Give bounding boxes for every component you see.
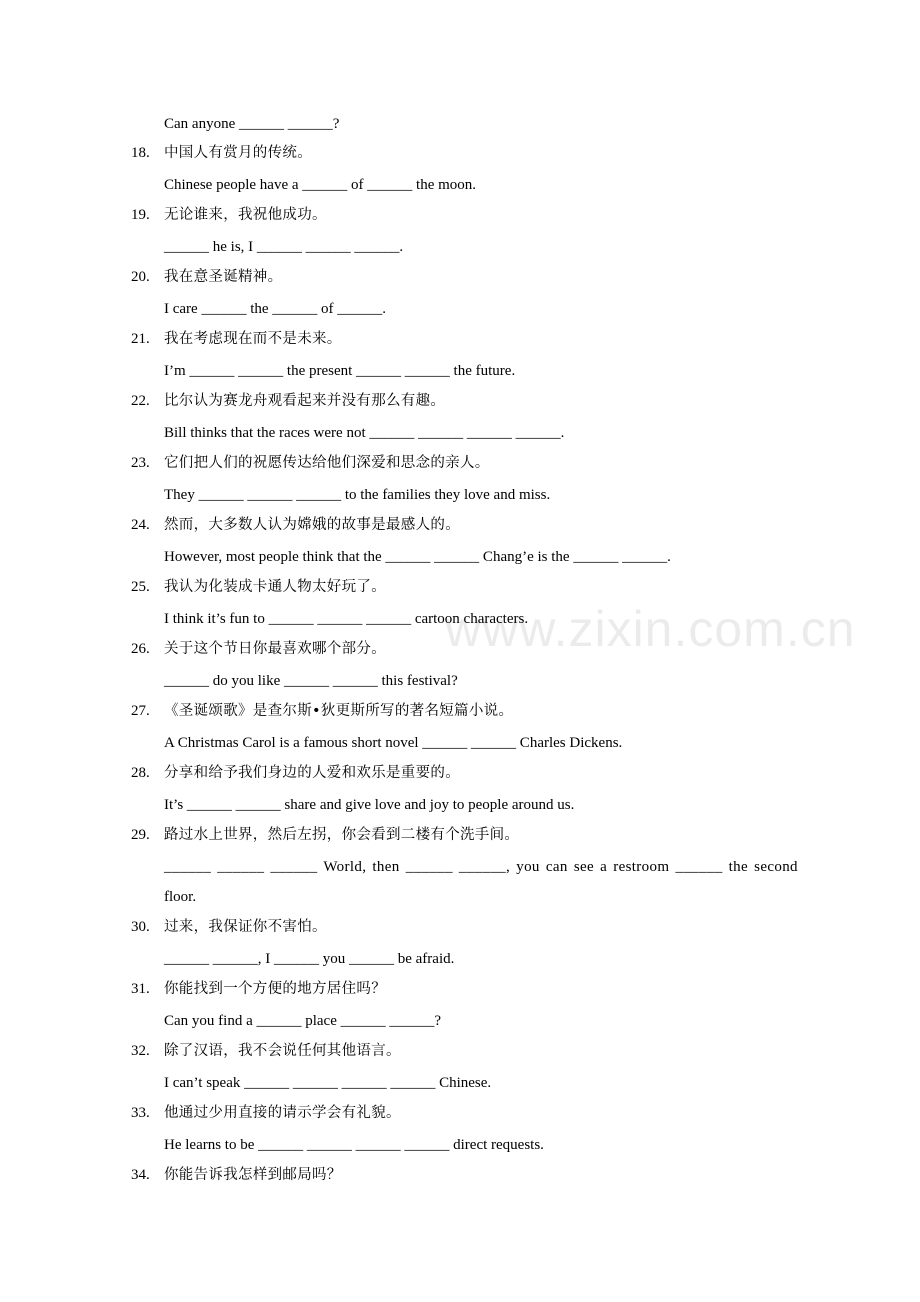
chinese-sentence: 我在意圣诞精神。 (164, 269, 283, 285)
english-answer-line: A Christmas Carol is a famous short novel ______ ______ Charles Dickens. (164, 735, 623, 751)
answer-text: ______ ______ ______ World, then ______ ______, you can see a restroom ______ the second (164, 859, 798, 875)
chinese-sentence: 关于这个节日你最喜欢哪个部分。 (164, 641, 386, 657)
english-answer-line: I can’t speak ______ ______ ______ ______ Chinese. (164, 1075, 492, 1091)
chinese-sentence: 它们把人们的祝愿传达给他们深爱和思念的亲人。 (164, 455, 490, 471)
english-answer-line: However, most people think that the ______ ______ Chang’e is the ______ ______. (164, 549, 671, 565)
chinese-sentence: 你能找到一个方便的地方居住吗？ (164, 981, 386, 997)
chinese-sentence: 分享和给予我们身边的人爱和欢乐是重要的。 (164, 765, 460, 781)
item-number: 25. (131, 579, 150, 595)
item-number: 24. (131, 517, 150, 533)
chinese-sentence: 中国人有赏月的传统。 (164, 145, 312, 161)
item-number: 19. (131, 207, 150, 223)
chinese-sentence: 过来，我保证你不害怕。 (164, 919, 327, 935)
chinese-sentence: 《圣诞颂歌》是查尔斯•狄更斯所写的著名短篇小说。 (164, 703, 514, 719)
item-number: 21. (131, 331, 150, 347)
item-number: 18. (131, 145, 150, 161)
item-number: 33. (131, 1105, 150, 1121)
chinese-sentence: 你能告诉我怎样到邮局吗？ (164, 1167, 342, 1183)
english-answer-line: ______ he is, I ______ ______ ______. (164, 239, 404, 255)
english-answer-line: It’s ______ ______ share and give love and joy to people around us. (164, 797, 575, 813)
lead-answer-line: Can anyone ______ ______? (164, 116, 340, 132)
chinese-sentence: 然而，大多数人认为嫦娥的故事是最感人的。 (164, 517, 460, 533)
item-number: 23. (131, 455, 150, 471)
chinese-sentence: 他通过少用直接的请示学会有礼貌。 (164, 1105, 401, 1121)
item-number: 28. (131, 765, 150, 781)
chinese-sentence: 无论谁来，我祝他成功。 (164, 207, 327, 223)
english-answer-line: Can you find a ______ place ______ ______? (164, 1013, 442, 1029)
item-number: 32. (131, 1043, 150, 1059)
english-answer-line: Chinese people have a ______ of ______ the moon. (164, 177, 477, 193)
chinese-sentence: 除了汉语，我不会说任何其他语言。 (164, 1043, 401, 1059)
english-answer-line (164, 857, 819, 877)
english-answer-line: ______ ______, I ______ you ______ be afraid. (164, 951, 455, 967)
item-number: 26. (131, 641, 150, 657)
english-answer-line: ______ do you like ______ ______ this festival? (164, 673, 458, 689)
item-number: 31. (131, 981, 150, 997)
item-number: 34. (131, 1167, 150, 1183)
english-answer-line: I think it’s fun to ______ ______ ______ cartoon characters. (164, 611, 529, 627)
english-answer-line: I’m ______ ______ the present ______ ______ the future. (164, 363, 516, 379)
chinese-sentence: 我在考虑现在而不是未来。 (164, 331, 342, 347)
watermark: www.zixin.com.cn (445, 601, 856, 657)
chinese-sentence: 我认为化装成卡通人物太好玩了。 (164, 579, 386, 595)
english-answer-line: I care ______ the ______ of ______. (164, 301, 387, 317)
item-number: 29. (131, 827, 150, 843)
item-number: 20. (131, 269, 150, 285)
item-number: 22. (131, 393, 150, 409)
item-number: 30. (131, 919, 150, 935)
chinese-sentence: 比尔认为赛龙舟观看起来并没有那么有趣。 (164, 393, 446, 409)
item-number: 27. (131, 703, 150, 719)
chinese-sentence: 路过水上世界，然后左拐，你会看到二楼有个洗手间。 (164, 827, 520, 843)
english-answer-line: He learns to be ______ ______ ______ ______ direct requests. (164, 1137, 544, 1153)
english-answer-line: They ______ ______ ______ to the families they love and miss. (164, 487, 551, 503)
english-answer-continuation: floor. (164, 889, 197, 905)
english-answer-line: Bill thinks that the races were not ______ ______ ______ ______. (164, 425, 565, 441)
